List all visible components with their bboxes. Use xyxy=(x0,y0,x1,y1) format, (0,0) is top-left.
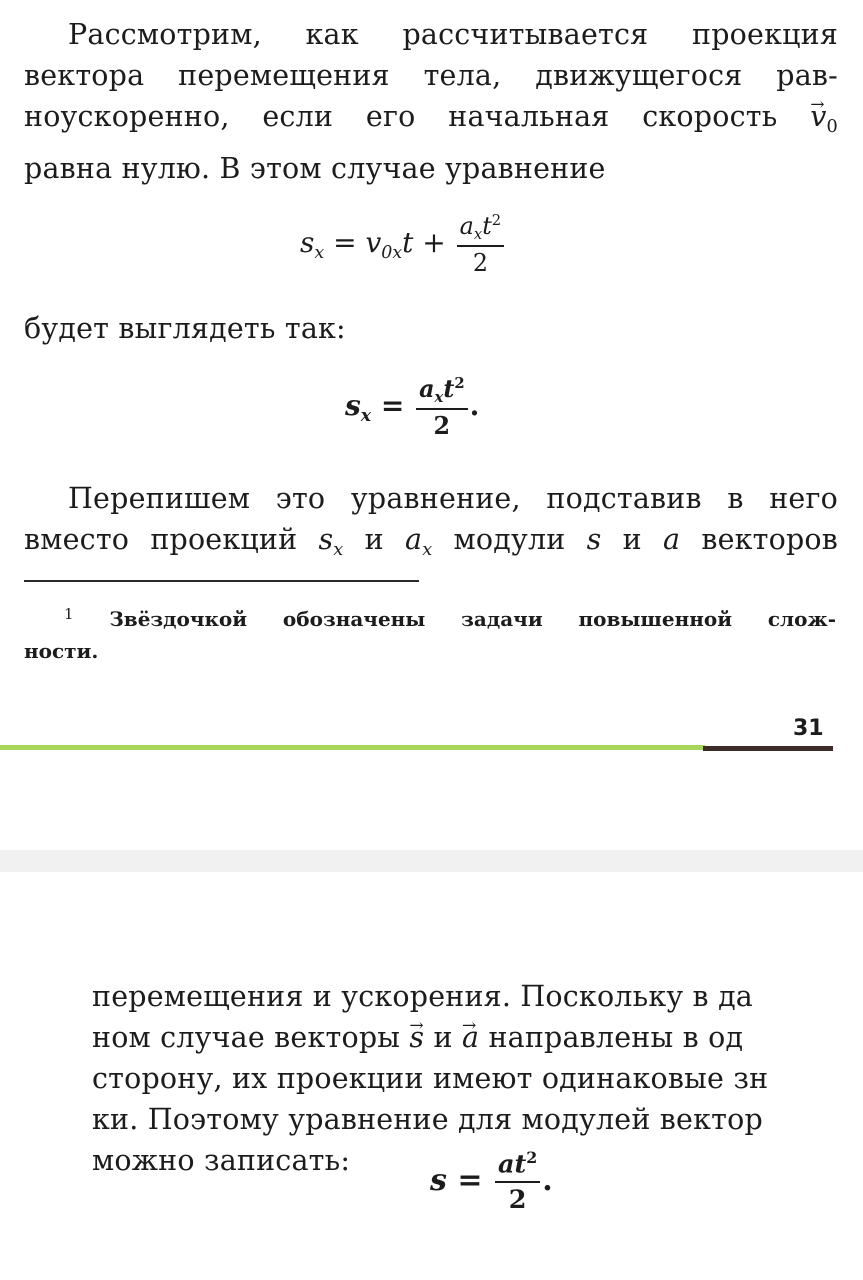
formula-operator: = xyxy=(457,1162,483,1198)
fraction-denominator: 2 xyxy=(508,1185,527,1216)
paragraph-line: вектора перемещения тела, движущегося рав- xyxy=(24,59,838,92)
paragraph-line xyxy=(24,96,838,148)
paragraph-line: Рассмотрим, как рассчитывается проекция xyxy=(68,18,838,51)
page-footer-green-rule xyxy=(0,745,705,750)
paragraph-text: направлены в од xyxy=(488,1021,744,1054)
formula-fraction xyxy=(495,1148,540,1215)
formula-exponent: 2 xyxy=(454,375,465,393)
formula-symbol: v xyxy=(365,226,382,260)
formula-symbol: s xyxy=(345,389,361,423)
inline-subscript: x xyxy=(333,540,344,561)
inline-symbol: s xyxy=(586,523,602,556)
formula-subscript: x xyxy=(434,389,444,407)
footnote xyxy=(24,598,836,667)
inline-symbol: s xyxy=(318,523,334,556)
formula-symbol: a xyxy=(419,375,435,403)
page-separator xyxy=(0,850,863,872)
fraction-numerator xyxy=(457,212,504,247)
formula-period: . xyxy=(542,1162,553,1198)
paragraph-text: ном случае векторы xyxy=(92,1021,401,1054)
formula-symbol: t xyxy=(514,1149,527,1180)
paragraph-text: вместо проекций xyxy=(24,523,298,556)
inline-symbol: a xyxy=(404,523,423,556)
paragraph-line: Перепишем это уравнение, подставив в него xyxy=(68,482,838,515)
paragraph-line: перемещения и ускорения. Поскольку в да xyxy=(92,980,754,1013)
footnote-divider xyxy=(24,580,419,582)
paragraph-line: можно записать: xyxy=(92,1144,351,1177)
formula-symbol: a xyxy=(459,212,474,240)
formula-subscript: x xyxy=(473,226,483,244)
paragraph-intro xyxy=(24,14,838,189)
formula-symbol: s xyxy=(430,1162,447,1198)
fraction-denominator: 2 xyxy=(433,412,451,441)
paragraph-text: модули xyxy=(453,523,566,556)
formula-period: . xyxy=(469,389,480,423)
paragraph-line: ки. Поэтому уравнение для модулей вектор xyxy=(92,1103,763,1136)
acceleration-vector-symbol: → a xyxy=(462,1017,479,1058)
paragraph-rewrite xyxy=(24,478,838,571)
formula-fraction xyxy=(416,375,467,440)
fraction-numerator xyxy=(495,1148,540,1183)
formula-symbol: a xyxy=(497,1149,515,1180)
formula-subscript: x xyxy=(360,406,372,427)
paragraph-text: и xyxy=(622,523,642,556)
footnote-line xyxy=(24,598,836,635)
displacement-vector-symbol: → s xyxy=(409,1017,424,1058)
paragraph-text: векторов xyxy=(701,523,839,556)
formula-operator: = xyxy=(333,226,357,260)
vector-subscript: 0 xyxy=(826,117,838,138)
formula-displacement-modulus xyxy=(430,1148,553,1215)
formula-exponent: 2 xyxy=(526,1148,538,1167)
formula-displacement-zero-velocity xyxy=(345,375,479,440)
formula-exponent: 2 xyxy=(491,212,502,230)
formula-displacement-general xyxy=(300,212,506,277)
fraction-denominator: 2 xyxy=(472,249,488,278)
page-number: 31 xyxy=(793,716,824,741)
formula-operator: + xyxy=(422,226,446,260)
paragraph-line xyxy=(92,1017,863,1058)
inline-subscript: x xyxy=(422,540,433,561)
footnote-line: ности. xyxy=(24,638,99,663)
formula-symbol: s xyxy=(300,226,315,260)
fraction-numerator xyxy=(416,375,467,410)
footnote-marker: 1 xyxy=(64,605,74,623)
formula-subscript: 0x xyxy=(381,243,403,264)
inline-symbol: a xyxy=(662,523,681,556)
formula-subscript: x xyxy=(314,243,325,264)
footnote-text: Звёздочкой обозначены задачи повышенной слож- xyxy=(109,606,836,631)
paragraph-line: равна нулю. В этом случае уравнение xyxy=(24,152,606,186)
paragraph-line: сторону, их проекции имеют одинаковые зн xyxy=(92,1062,769,1095)
formula-fraction xyxy=(457,212,504,277)
formula-symbol: t xyxy=(443,375,455,403)
paragraph-text: ноускоренно, если его начальная скорость xyxy=(24,100,778,133)
formula-symbol: t xyxy=(482,212,492,240)
paragraph-line xyxy=(24,519,838,571)
paragraph-transition: будет выглядеть так: xyxy=(24,312,346,345)
velocity-vector-symbol: → v xyxy=(810,96,826,137)
paragraph-text: и xyxy=(433,1021,453,1054)
page-footer-dark-rule xyxy=(703,746,833,751)
formula-symbol: t xyxy=(402,226,414,260)
paragraph-text: и xyxy=(364,523,384,556)
formula-operator: = xyxy=(380,389,405,423)
